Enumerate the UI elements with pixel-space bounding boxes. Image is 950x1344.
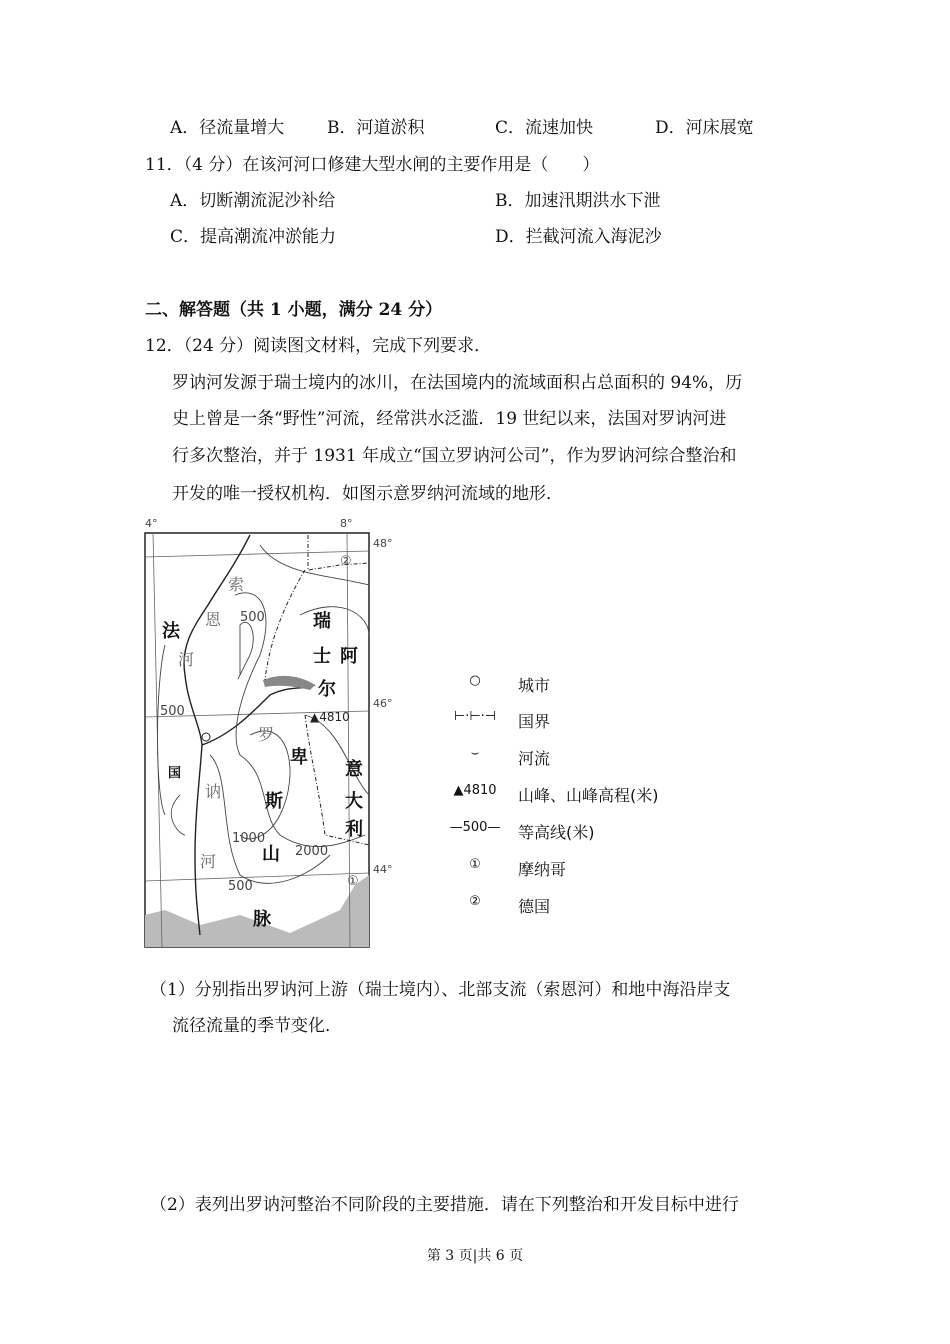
peak-icon: ▲4810	[453, 783, 497, 798]
legend-item	[440, 783, 700, 805]
germany-marker: ②	[340, 554, 352, 569]
lat-label: 46°	[373, 697, 393, 710]
contour-label: 500	[160, 704, 185, 719]
lat-label: 48°	[373, 537, 393, 550]
legend-label: 等高线(米)	[518, 823, 595, 842]
rhone-basin-map	[140, 515, 420, 955]
legend-label: 摩纳哥	[518, 860, 567, 879]
legend-item	[440, 820, 700, 842]
alps-label: 尔	[318, 679, 336, 700]
saone-label: 恩	[205, 610, 222, 629]
rhone-label: 河	[200, 852, 217, 871]
page-footer: 第 3 页|共 6 页	[426, 1248, 524, 1264]
alps-label: 卑	[290, 747, 308, 768]
city-icon: ○	[469, 673, 481, 688]
alps-label: 阿	[340, 646, 358, 667]
lat-label: 44°	[373, 863, 393, 876]
q12-para-line: 开发的唯一授权机构．如图示意罗纳河流域的地形．	[172, 484, 563, 504]
contour-label: 500	[240, 610, 265, 625]
q10-option-b: B．河道淤积	[327, 118, 425, 138]
lon-label: 8°	[340, 517, 353, 530]
border-icon: ⊢·⊢·⊣	[453, 709, 497, 724]
legend-item	[440, 746, 700, 768]
q11-option-d: D．拦截河流入海泥沙	[495, 227, 662, 247]
q12-para-line: 史上曾是一条“野性”河流，经常洪水泛滥．19 世纪以来，法国对罗讷河进	[172, 409, 727, 429]
section-heading: 二、解答题（共 1 小题，满分 24 分）	[145, 300, 443, 320]
legend-label: 山峰、山峰高程(米)	[518, 786, 659, 805]
italy-label: 大	[345, 791, 363, 812]
q12-para-line: 罗讷河发源于瑞士境内的冰川，在法国境内的流域面积占总面积的 94%，历	[172, 373, 743, 393]
saone-label: 索	[228, 575, 245, 594]
contour-label: 500	[228, 879, 253, 894]
legend-label: 德国	[518, 897, 551, 916]
saone-label: 河	[178, 650, 195, 669]
alps-label: 斯	[265, 791, 283, 812]
contour-label: 2000	[295, 844, 329, 859]
legend-item	[440, 857, 700, 879]
legend-item	[440, 894, 700, 916]
germany-marker-icon: ②	[469, 894, 481, 909]
q12-para-line: 行多次整治，并于 1931 年成立“国立罗讷河公司”，作为罗讷河综合整治和	[172, 446, 737, 466]
rhone-label: 讷	[205, 782, 222, 801]
alps-label: 山	[262, 844, 280, 865]
legend-item	[440, 673, 700, 695]
q11-option-b: B．加速汛期洪水下泄	[495, 191, 661, 211]
italy-label: 意	[345, 759, 363, 780]
legend-label: 河流	[518, 749, 551, 768]
swiss-label: 瑞	[313, 611, 331, 632]
q11-option-a: A．切断潮流泥沙补给	[170, 191, 336, 211]
monaco-marker-icon: ①	[469, 857, 481, 872]
q10-option-c: C．流速加快	[495, 118, 594, 138]
q12-sub1: （1）分别指出罗讷河上游（瑞士境内）、北部支流（索恩河）和地中海沿岸支	[150, 980, 731, 1000]
legend-label: 国界	[518, 712, 551, 731]
q12-sub2: （2）表列出罗讷河整治不同阶段的主要措施．请在下列整治和开发目标中进行	[150, 1195, 739, 1215]
france-label: 国	[168, 766, 182, 781]
peak-label: ▲4810	[310, 710, 350, 724]
q11-option-c: C．提高潮流冲淤能力	[170, 227, 337, 247]
city-icon	[202, 733, 210, 741]
q10-option-a: A．径流量增大	[170, 118, 285, 138]
contour-label: 1000	[232, 831, 266, 846]
q11-stem: 11．（4 分）在该河河口修建大型水闸的主要作用是（ ）	[145, 155, 600, 175]
monaco-marker: ①	[347, 874, 359, 889]
alps-label: 脉	[253, 909, 271, 930]
q12-stem: 12．（24 分）阅读图文材料，完成下列要求．	[145, 336, 492, 356]
q12-sub1: 流径流量的季节变化．	[172, 1016, 342, 1036]
france-label: 法	[162, 621, 180, 642]
legend-label: 城市	[518, 676, 551, 695]
river-icon: ⌣	[470, 746, 480, 761]
italy-label: 利	[345, 819, 363, 840]
contour-icon: —500—	[449, 820, 501, 835]
q10-option-d: D．河床展宽	[655, 118, 754, 138]
lon-label: 4°	[145, 517, 158, 530]
swiss-label: 士	[313, 646, 331, 667]
legend-item	[440, 709, 700, 731]
rhone-label: 罗	[258, 725, 275, 744]
